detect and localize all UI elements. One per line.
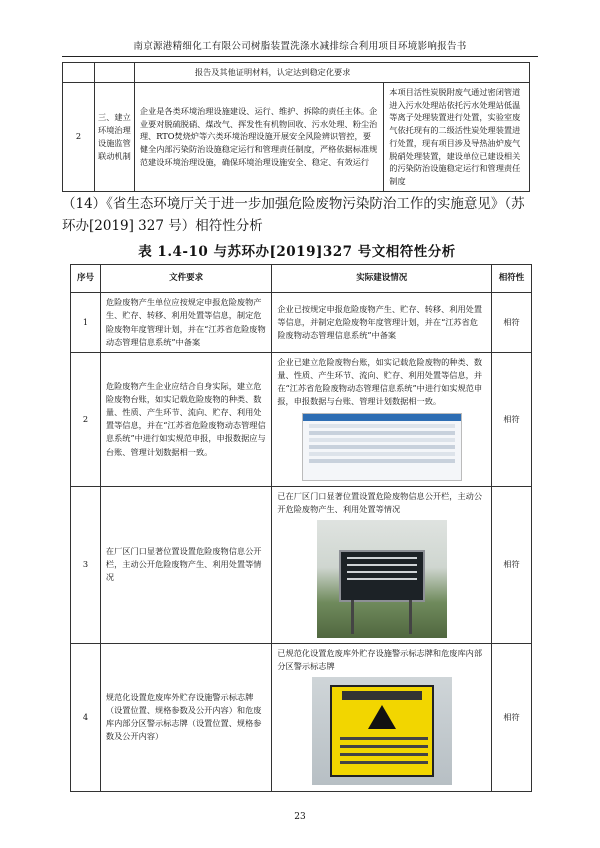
row-index: 2 — [63, 83, 95, 192]
table-row — [71, 486, 532, 643]
row-requirement: 危险废物产生单位应按规定申报危险废物产生、贮存、转移、利用处置等信息，制定危险废物年度管理计划，并在“江苏省危险废物动态管理信息系统”中备案 — [100, 293, 271, 353]
table-row — [71, 293, 532, 353]
info-board-photo — [317, 520, 447, 638]
col-requirement: 文件要求 — [100, 265, 271, 293]
row-conformity: 相符 — [492, 293, 532, 353]
section-title: （14）《省生态环境厅关于进一步加强危险废物污染防治工作的实施意见》（苏环办[2019] 327 号）相符性分析 — [62, 196, 525, 235]
row-requirement: 危险废物产生企业应结合自身实际，建立危险废物台账，如实记载危险废物的种类、数量、性质、产生环节、流向、贮存、利用处置等信息，并在“江苏省危险废物动态管理信息系统”中进行如实规范申报，申报数据应与台账、管理计划数据相一致。 — [100, 353, 271, 487]
row-conformity: 相符 — [492, 353, 532, 487]
row-situation: 已在厂区门口显著位置设置危险废物信息公开栏，主动公开危险废物产生、利用处置等情况 — [277, 490, 483, 514]
page-number: 23 — [294, 812, 306, 822]
col-conformity: 相符性 — [492, 265, 532, 293]
row-requirement: 规范化设置危废库外贮存设施警示标志牌（设置位置、规格参数及公开内容）和危废库内部分区警示标志牌（设置位置、规格参数及公开内容） — [100, 643, 271, 791]
row-name: 三、建立环境治理设施监管联动机制 — [94, 83, 134, 192]
continued-row-text: 报告及其他证明材料，认定达到稳定化要求 — [134, 63, 529, 83]
table-row — [71, 353, 532, 487]
system-screenshot-image — [302, 413, 462, 481]
row-index: 4 — [71, 643, 101, 791]
table-caption: 表 1.4-10 与苏环办[2019]327 号文相符性分析 — [138, 244, 456, 260]
page-header: 南京源港精细化工有限公司树脂装置洗涤水减排综合利用项目环境影响报告书 — [62, 38, 538, 57]
conformity-table — [70, 264, 532, 792]
row-index: 3 — [71, 486, 101, 643]
col-situation: 实际建设情况 — [272, 265, 492, 293]
row-requirement: 在厂区门口显著位置设置危险废物信息公开栏，主动公开危险废物产生、利用处置等情况 — [100, 486, 271, 643]
warning-triangle-icon — [368, 705, 396, 729]
row-index: 2 — [71, 353, 101, 487]
table-row — [63, 83, 530, 192]
table-header-row — [71, 265, 532, 293]
row-index: 1 — [71, 293, 101, 353]
warning-sign-photo — [312, 677, 452, 785]
continued-table — [62, 62, 530, 192]
row-conformity: 相符 — [492, 643, 532, 791]
row-situation: 企业已建立危险废物台账，如实记载危险废物的种类、数量、性质、产生环节、流向、贮存、利用处置等信息，并在“江苏省危险废物动态管理信息系统”中进行如实规范申报，申报数据与台账、管理计划数据相一致。 — [277, 357, 483, 407]
table-row — [71, 643, 532, 791]
row-situation: 企业已按规定申报危险废物产生、贮存、转移、利用处置等信息，并制定危险废物年度管理计划，并在“江苏省危险废物动态管理信息系统”中备案 — [272, 293, 492, 353]
row-conformity: 相符 — [492, 486, 532, 643]
row-requirement: 企业是各类环境治理设施建设、运行、维护、拆除的责任主体。企业要对脱硫脱硝、煤改气、挥发性有机物回收、污水处理、粉尘治理、RTO焚烧炉等六类环境治理设施开展安全风险辨识管控，要健全内部污染防治设施稳定运行和管理责任制度，严格依据标准规范建设环境治理设施，确保环境治理设施安全、稳定、有效运行 — [134, 83, 383, 192]
row-situation: 已规范化设置危废库外贮存设施警示标志牌和危废库内部分区警示标志牌 — [277, 647, 483, 671]
row-situation: 本项目活性炭脱附废气通过密闭管道进入污水处理站依托污水处理站低温等离子处理装置进行处置，实验室废气依托现有的二级活性炭处理装置进行处置，现有项目涉及导热油炉废气脱硝处理装置，建设单位已建设相关的污染防治设施稳定运行和管理责任制度 — [384, 83, 530, 192]
col-index: 序号 — [71, 265, 101, 293]
